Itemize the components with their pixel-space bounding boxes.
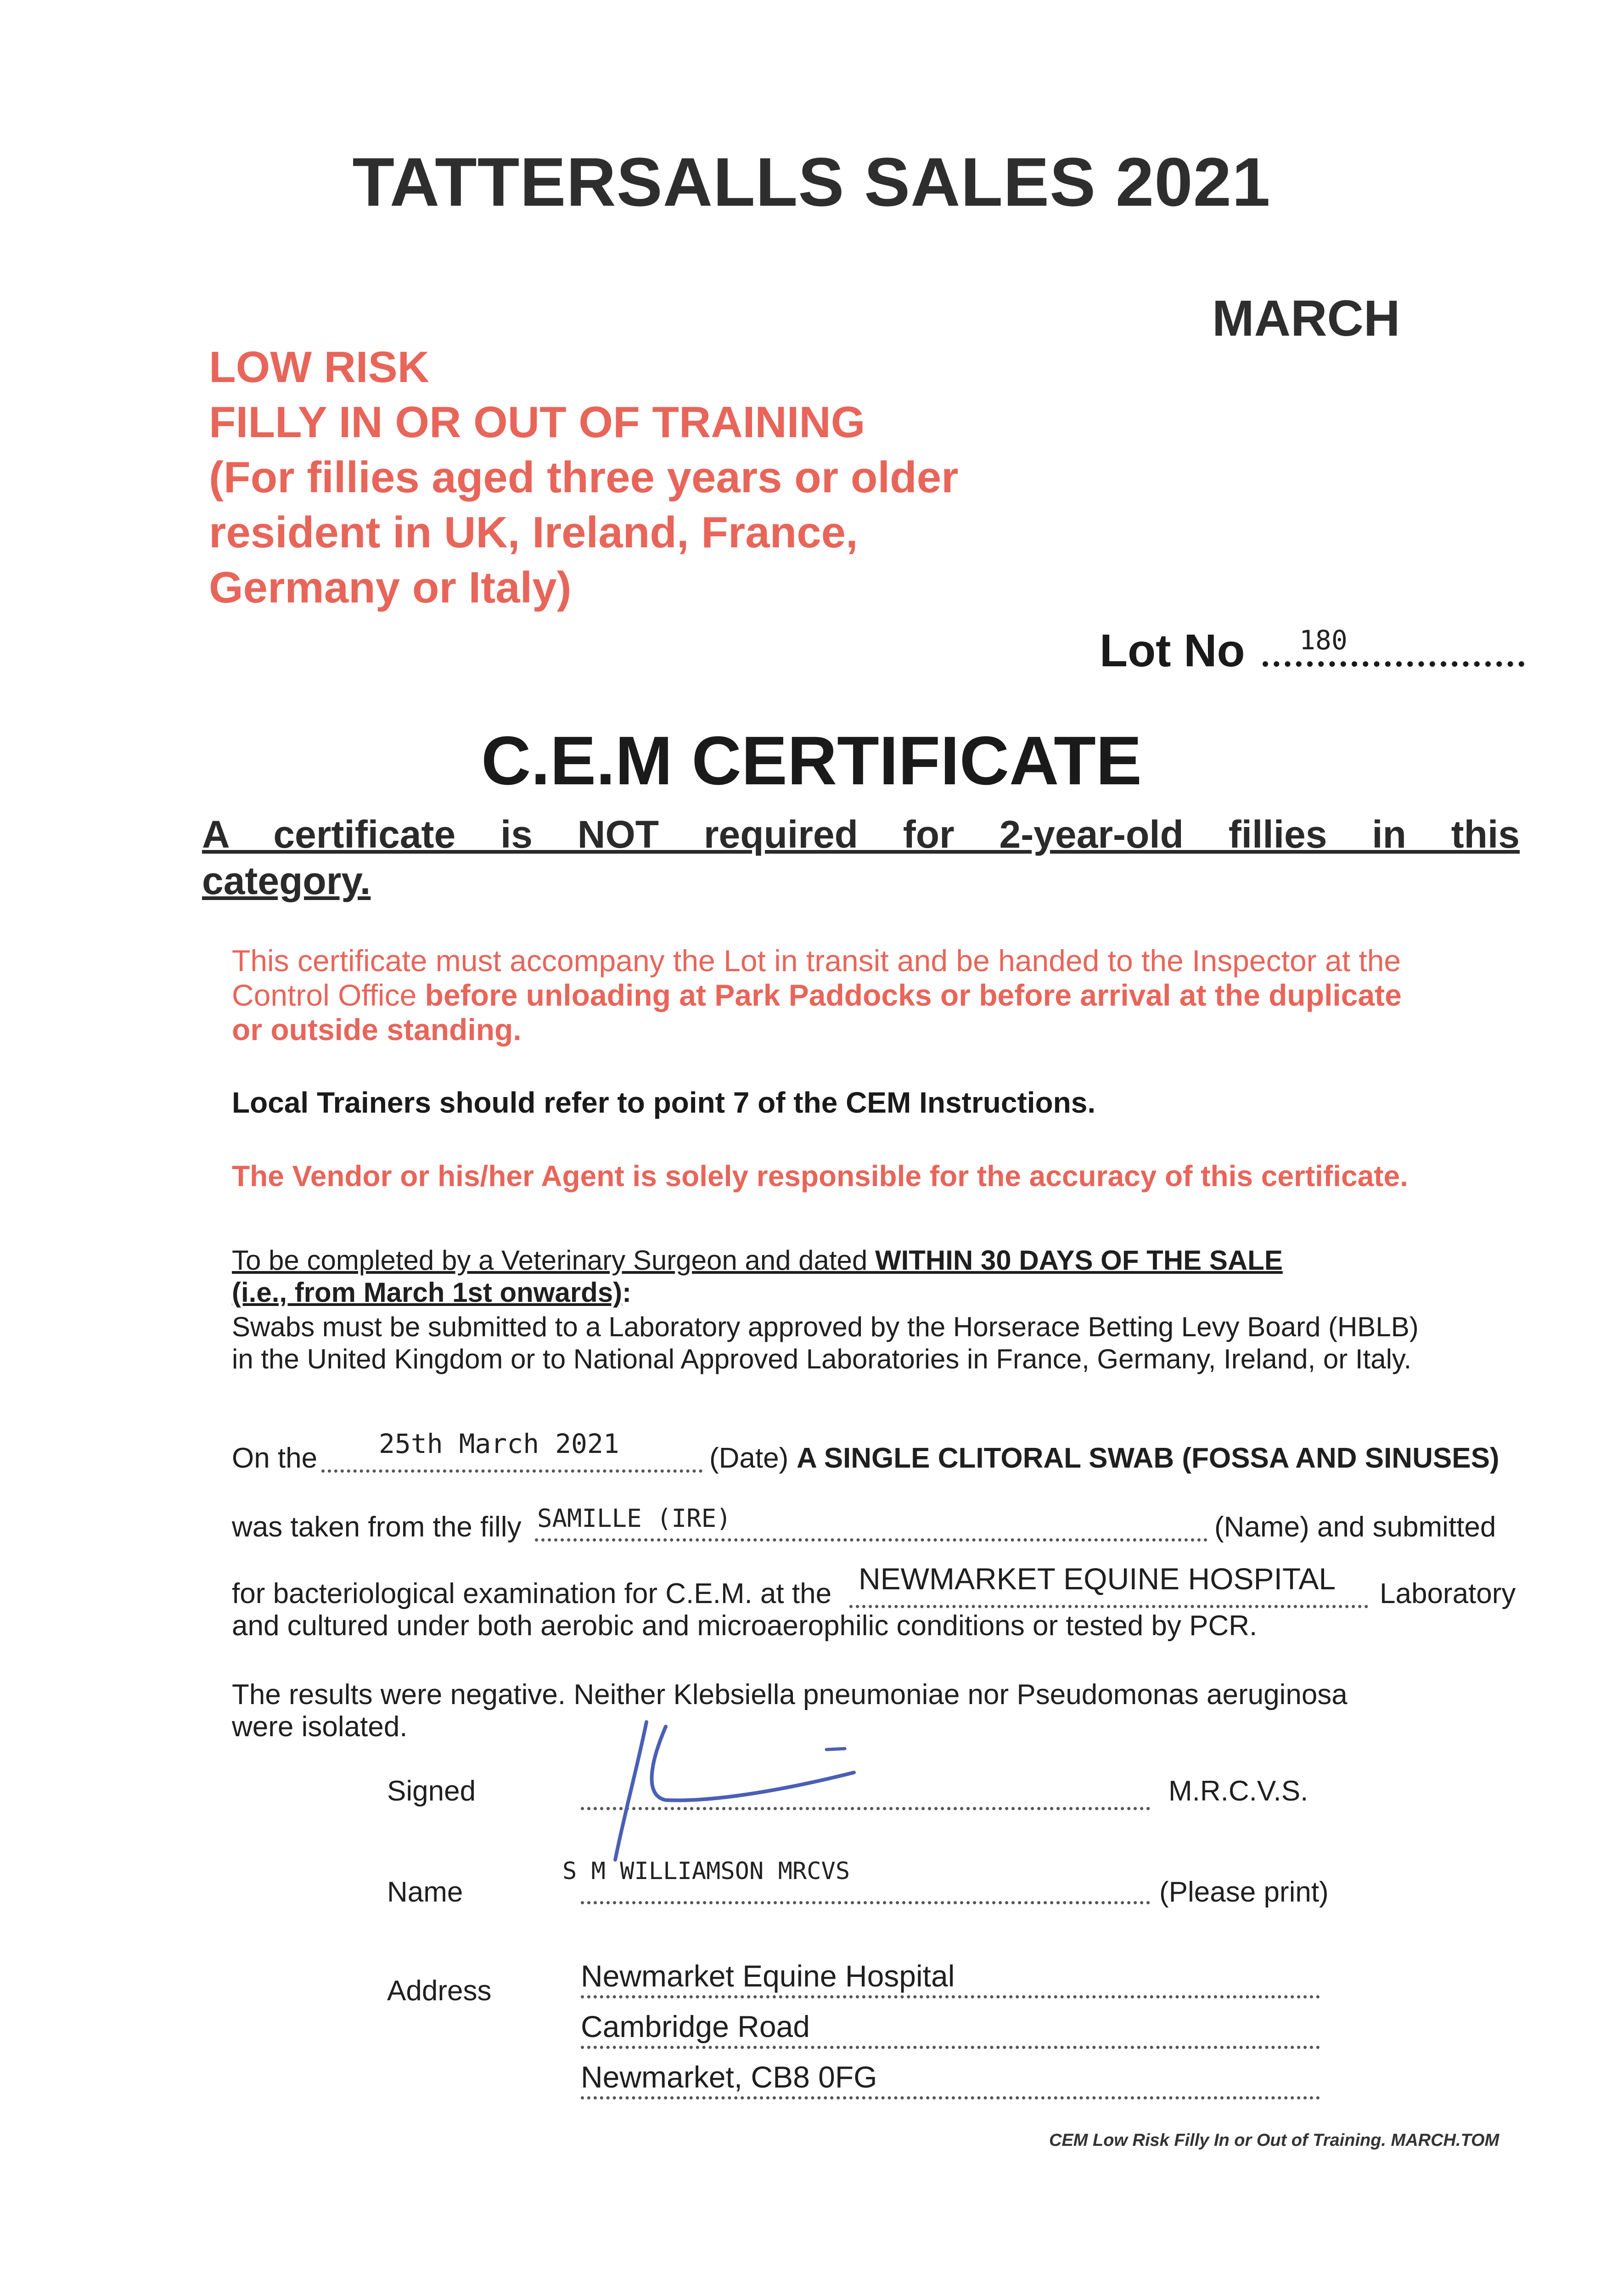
swab-description: A SINGLE CLITORAL SWAB (FOSSA AND SINUSES): [797, 1442, 1499, 1474]
category-line-5: Germany or Italy): [209, 563, 572, 612]
for-exam-label: for bacteriological examination for C.E.M. at the: [232, 1578, 832, 1609]
results-line-2: were isolated.: [232, 1711, 408, 1743]
transit-line-3: or outside standing.: [232, 1013, 522, 1047]
date-value: 25th March 2021: [379, 1428, 619, 1459]
lot-number-field-line: [1263, 661, 1524, 667]
category-line-2: FILLY IN OR OUT OF TRAINING: [209, 398, 865, 447]
mrcvs-label: M.R.C.V.S.: [1168, 1775, 1309, 1807]
on-the-label: On the: [232, 1442, 318, 1474]
instructions-colon: :: [622, 1277, 632, 1308]
address-line-2-field: [581, 2046, 1320, 2049]
instructions-heading-plain: To be completed by a Veterinary Surgeon and dated: [232, 1245, 875, 1276]
date-field-line: [321, 1469, 702, 1473]
transit-line-2-plain: Control Office: [232, 978, 425, 1012]
date-label: (Date): [709, 1442, 789, 1474]
category-line-4: resident in UK, Ireland, France,: [209, 508, 858, 557]
certificate-title: C.E.M CERTIFICATE: [481, 722, 1142, 799]
vendor-responsibility-note: The Vendor or his/her Agent is solely responsible for the accuracy of this certificate.: [232, 1159, 1408, 1193]
transit-line-2: [232, 978, 1402, 1013]
notice-line-1: A certificate is NOT required for 2-year-old fillies in this: [202, 813, 1520, 856]
lot-label: Lot No: [1100, 625, 1245, 676]
taken-from-label: was taken from the filly: [232, 1511, 522, 1543]
document-title: TATTERSALLS SALES 2021: [352, 143, 1271, 220]
instructions-heading-bold: WITHIN 30 DAYS OF THE SALE: [875, 1245, 1283, 1276]
instructions-heading-1: [232, 1244, 1283, 1276]
laboratory-value: NEWMARKET EQUINE HOSPITAL: [859, 1562, 1336, 1596]
filly-name-value: SAMILLE (IRE): [537, 1504, 731, 1533]
swab-requirement-line-1: Swabs must be submitted to a Laboratory approved by the Horserace Betting Levy Board (HBLB): [232, 1311, 1419, 1342]
signed-label: Signed: [387, 1775, 476, 1807]
notice-line-2: category.: [202, 859, 371, 902]
address-line-3: Newmarket, CB8 0FG: [581, 2060, 877, 2094]
vet-name-value: S M WILLIAMSON MRCVS: [562, 1857, 850, 1885]
filly-name-field-line: [535, 1538, 1207, 1542]
cultured-statement: and cultured under both aerobic and microaerophilic conditions or tested by PCR.: [232, 1610, 1258, 1642]
category-line-3: (For fillies aged three years or older: [209, 453, 959, 502]
instructions-date-range: (i.e., from March 1st onwards): [232, 1277, 623, 1308]
address-label: Address: [387, 1975, 492, 2007]
name-field-line: [581, 1901, 1150, 1904]
address-line-1-field: [581, 1995, 1320, 1998]
address-line-2: Cambridge Road: [581, 2009, 810, 2043]
address-line-3-field: [581, 2096, 1320, 2099]
please-print-label: (Please print): [1159, 1876, 1329, 1908]
transit-line-2-bold: before unloading at Park Paddocks or before arrival at the duplicate: [425, 978, 1402, 1012]
document-footer-reference: CEM Low Risk Filly In or Out of Training. MARCH.TOM: [1049, 2131, 1499, 2150]
swab-requirement-line-2: in the United Kingdom or to National Approved Laboratories in France, Germany, Ireland, or Italy.: [232, 1344, 1412, 1374]
transit-line-1: This certificate must accompany the Lot in transit and be handed to the Inspector at the: [232, 944, 1401, 978]
address-line-1: Newmarket Equine Hospital: [581, 1959, 955, 1993]
laboratory-label: Laboratory: [1380, 1578, 1516, 1609]
local-trainers-note: Local Trainers should refer to point 7 of the CEM Instructions.: [232, 1086, 1096, 1119]
instructions-heading-2: [232, 1277, 631, 1308]
sale-month: MARCH: [1212, 290, 1400, 347]
name-label: Name: [387, 1876, 463, 1908]
laboratory-field-line: [849, 1605, 1368, 1608]
name-submitted-label: (Name) and submitted: [1214, 1511, 1496, 1543]
lot-number-value: 180: [1299, 625, 1348, 656]
results-line-1: The results were negative. Neither Klebsiella pneumoniae nor Pseudomonas aeruginosa: [232, 1679, 1348, 1711]
category-line-1: LOW RISK: [209, 343, 429, 392]
